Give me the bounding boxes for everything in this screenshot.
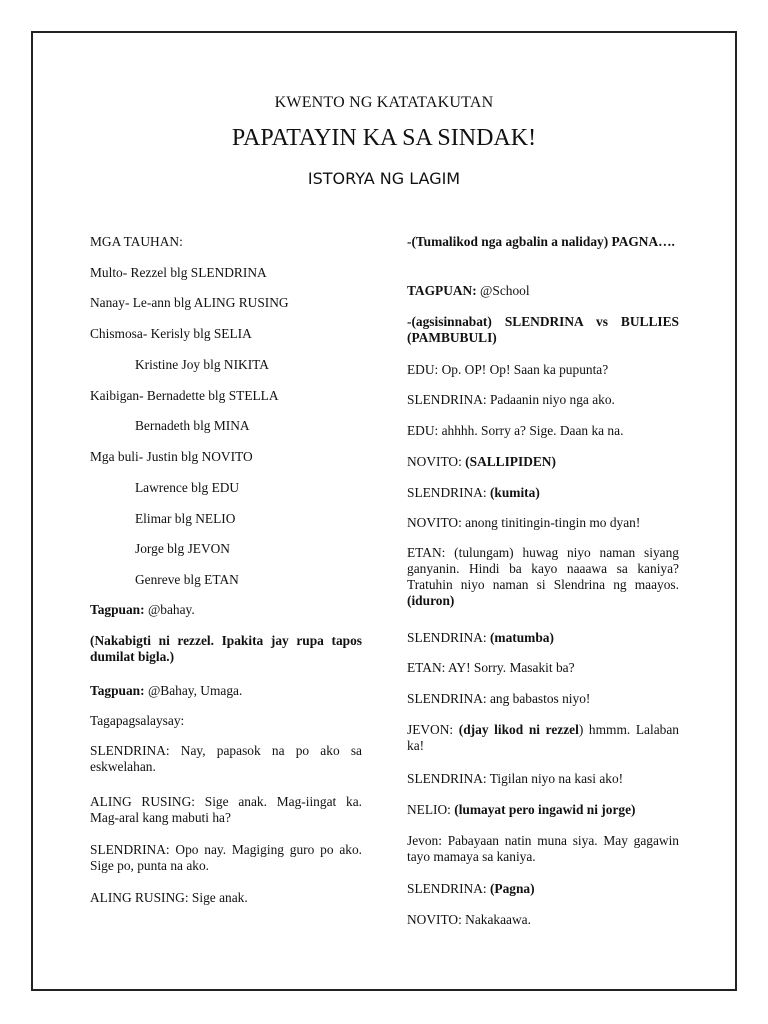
setting-value: @Bahay, Umaga.: [144, 683, 243, 698]
cast-item: Jorge blg JEVON: [135, 541, 230, 556]
action: (matumba): [489, 630, 554, 645]
action: (kumita): [489, 485, 540, 500]
dialogue-line: SLENDRINA: Tigilan niyo na kasi ako!: [407, 771, 624, 786]
action: (djay likod ni rezzel: [458, 722, 579, 737]
dialogue-line: SLENDRINA: Opo nay. Magiging guro po ako. Sige po, punta na ako.: [90, 842, 362, 873]
document-subtitle: ISTORYA NG LAGIM: [307, 169, 461, 188]
cast-item: Genreve blg ETAN: [135, 572, 239, 587]
dialogue-line: [407, 802, 679, 818]
cast-item: Mga buli- Justin blg NOVITO: [90, 449, 253, 464]
dialogue-line: [407, 881, 679, 897]
dialogue-line: [407, 722, 679, 754]
speaker: JEVON:: [407, 722, 459, 737]
action: (lumayat pero ingawid ni jorge): [454, 802, 636, 817]
setting-label: TAGPUAN:: [407, 283, 477, 298]
setting-line: [90, 602, 362, 618]
document-title: PAPATAYIN KA SA SINDAK!: [231, 125, 537, 151]
stage-direction: (Nakabigti ni rezzel. Ipakita jay rupa tapos dumilat bigla.): [90, 633, 362, 664]
setting-line: [407, 283, 679, 299]
speaker: SLENDRINA:: [407, 630, 490, 645]
action: (iduron): [407, 593, 455, 608]
dialogue-line: SLENDRINA: Nay, papasok na po ako sa eskwelahan.: [90, 743, 362, 774]
dialogue-line: NOVITO: Nakakaawa.: [407, 912, 531, 927]
speaker: NELIO:: [407, 802, 455, 817]
cast-item: Elimar blg NELIO: [135, 511, 236, 526]
dialogue-line: EDU: Op. OP! Op! Saan ka pupunta?: [407, 362, 609, 377]
cast-item: Bernadeth blg MINA: [135, 418, 250, 433]
dialogue-line: [407, 454, 679, 470]
action: (SALLIPIDEN): [465, 454, 556, 469]
cast-item: Lawrence blg EDU: [135, 480, 240, 495]
cast-item: Kristine Joy blg NIKITA: [135, 357, 269, 372]
dialogue-line: ALING RUSING: Sige anak. Mag-iingat ka. Mag-aral kang mabuti ha?: [90, 794, 362, 825]
setting-label: Tagpuan:: [90, 602, 145, 617]
dialogue-line: Jevon: Pabayaan natin muna siya. May gagawin tayo mamaya sa kaniya.: [407, 833, 679, 864]
stage-direction: -(Tumalikod nga agbalin a naliday) PAGNA….: [407, 234, 675, 249]
cast-item: Multo- Rezzel blg SLENDRINA: [90, 265, 267, 280]
dialogue-line: NOVITO: anong tinitingin-tingin mo dyan!: [407, 515, 641, 530]
cast-item: Kaibigan- Bernadette blg STELLA: [90, 388, 279, 403]
setting-label: Tagpuan:: [90, 683, 145, 698]
cast-item: Chismosa- Kerisly blg SELIA: [90, 326, 252, 341]
speaker: SLENDRINA:: [407, 485, 490, 500]
dialogue-line: [407, 630, 679, 646]
narrator-label: Tagapagsalaysay:: [90, 713, 185, 728]
dialogue-line: ETAN: AY! Sorry. Masakit ba?: [407, 660, 575, 675]
speaker: SLENDRINA:: [407, 881, 490, 896]
action: (Pagna): [489, 881, 535, 896]
dialogue-line: EDU: ahhhh. Sorry a? Sige. Daan ka na.: [407, 423, 624, 438]
cast-heading: MGA TAUHAN:: [90, 234, 183, 249]
setting-value: @School: [476, 283, 530, 298]
scene-heading: -(agsisinnabat) SLENDRINA vs BULLIES (PAMBUBULI): [407, 314, 679, 345]
dialogue-text: ) hmmm. Lalaban ka!: [407, 722, 679, 753]
speaker: NOVITO:: [407, 454, 466, 469]
dialogue-text: ETAN: (tulungam) huwag niyo naman siyang ganyanin. Hindi ba kayo naaawa sa kaniya? Tratuhin niyo naman si Slendrina ng maayos.: [407, 545, 679, 592]
dialogue-line: SLENDRINA: ang babastos niyo!: [407, 691, 591, 706]
cast-item: Nanay- Le-ann blg ALING RUSING: [90, 295, 289, 310]
dialogue-line: SLENDRINA: Padaanin niyo nga ako.: [407, 392, 615, 407]
dialogue-line: [407, 485, 679, 501]
document-kicker: KWENTO NG KATATAKUTAN: [274, 94, 494, 111]
dialogue-line: ALING RUSING: Sige anak.: [90, 890, 248, 905]
dialogue-line: [407, 545, 679, 609]
setting-line: [90, 683, 362, 699]
setting-value: @bahay.: [144, 602, 195, 617]
